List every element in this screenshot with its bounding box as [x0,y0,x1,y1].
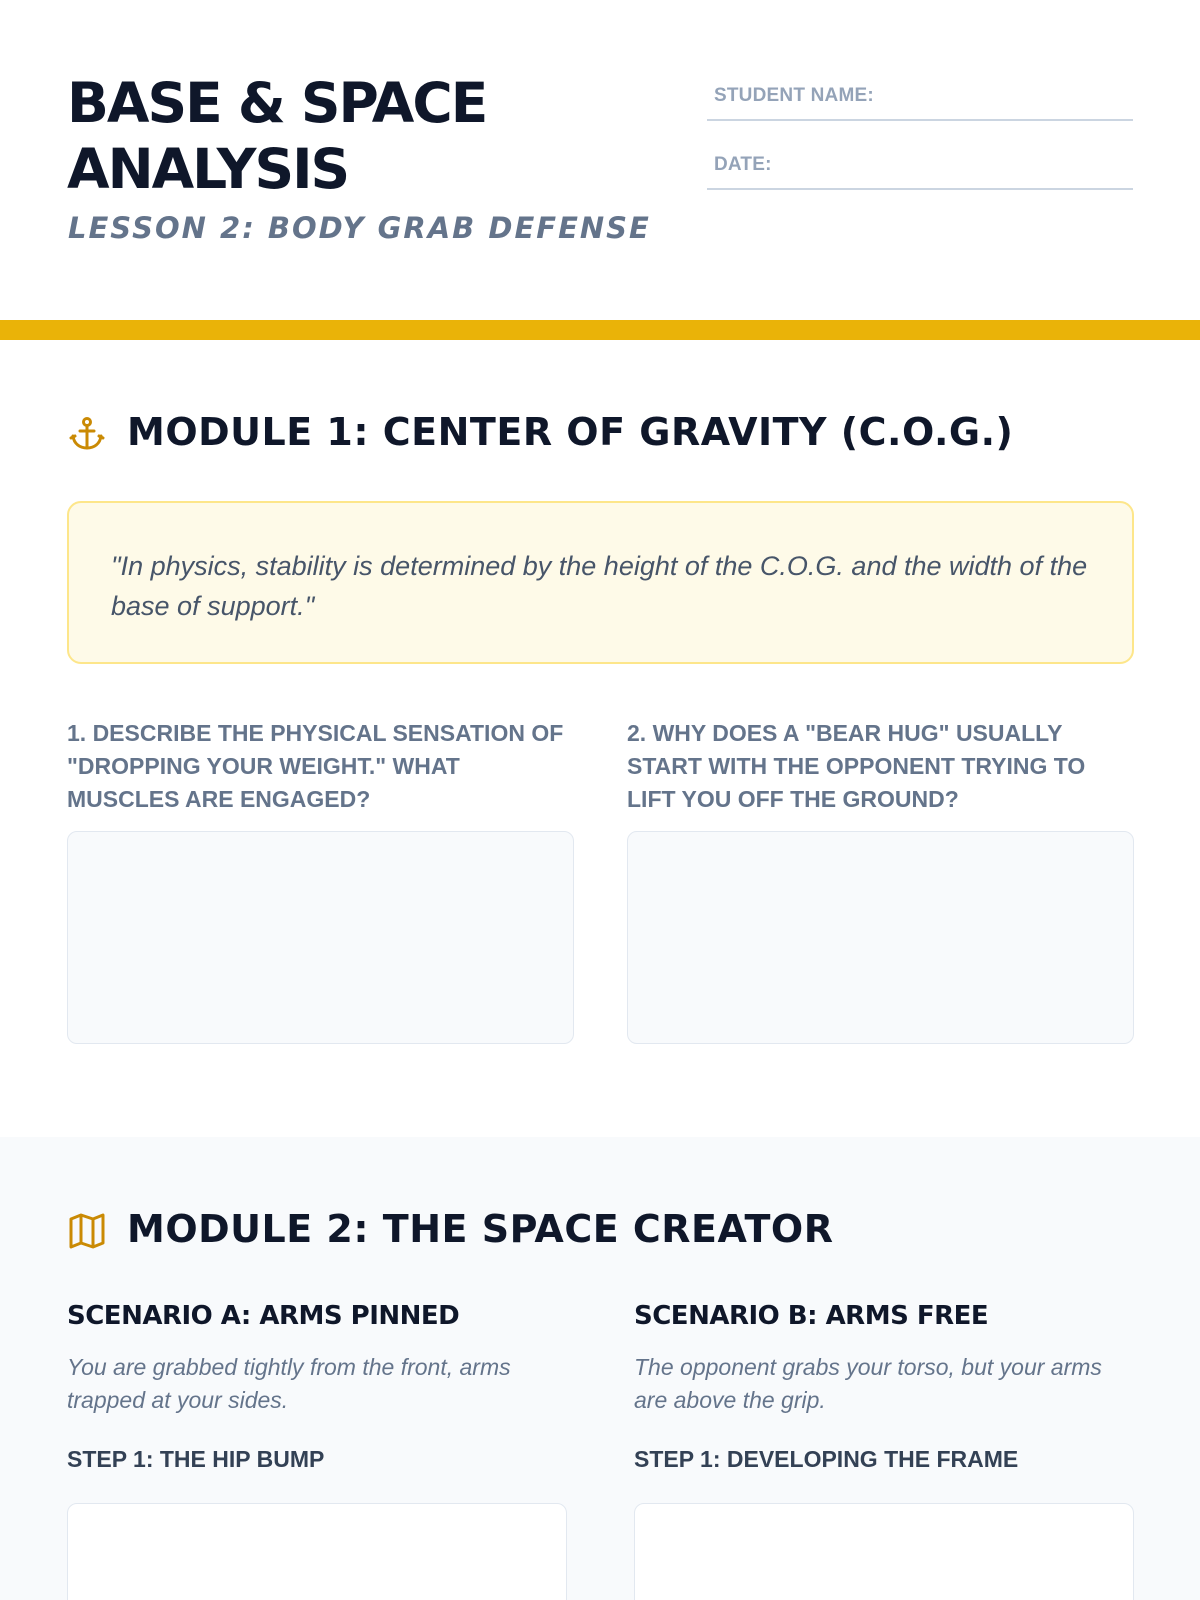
module-1-title: MODULE 1: CENTER OF GRAVITY (C.O.G.) [127,410,1014,454]
title-line-2: ANALYSIS [67,137,349,201]
worksheet-header [0,0,1200,320]
map-icon [67,1211,107,1251]
question-1: 1. DESCRIBE THE PHYSICAL SENSATION OF "DROPPING YOUR WEIGHT." WHAT MUSCLES ARE ENGAGED? [67,720,564,812]
scenario-a-title: SCENARIO A: ARMS PINNED [67,1301,460,1331]
student-name-field[interactable] [707,83,1133,121]
scenario-b-title: SCENARIO B: ARMS FREE [634,1301,989,1331]
lesson-subtitle: LESSON 2: BODY GRAB DEFENSE [68,211,651,245]
scenario-b-description: The opponent grabs your torso, but your arms are above the grip. [634,1354,1102,1413]
worksheet-title [67,70,486,202]
module-2-title: MODULE 2: THE SPACE CREATOR [127,1207,834,1251]
scenario-b-answer-box[interactable] [634,1503,1134,1600]
question-2-answer-box[interactable] [627,831,1134,1044]
anchor-icon [67,414,107,454]
module-1-section [0,340,1200,1137]
scenario-a-answer-box[interactable] [67,1503,567,1600]
title-line-1: BASE & SPACE [67,71,487,135]
scenario-a-description: You are grabbed tightly from the front, arms trapped at your sides. [67,1354,511,1413]
student-name-label: STUDENT NAME: [714,85,874,106]
scenario-b-step-label: STEP 1: DEVELOPING THE FRAME [634,1446,1019,1472]
date-label: DATE: [714,154,772,175]
question-1-answer-box[interactable] [67,831,574,1044]
question-2: 2. WHY DOES A "BEAR HUG" USUALLY START WITH THE OPPONENT TRYING TO LIFT YOU OFF THE GROUND? [627,720,1086,812]
module-2-section [0,1137,1200,1600]
header-divider [0,320,1200,340]
module-1-quote: "In physics, stability is determined by the height of the C.O.G. and the width of the base of support." [67,501,1134,664]
scenario-a-step-label: STEP 1: THE HIP BUMP [67,1446,325,1472]
date-field[interactable] [707,152,1133,190]
